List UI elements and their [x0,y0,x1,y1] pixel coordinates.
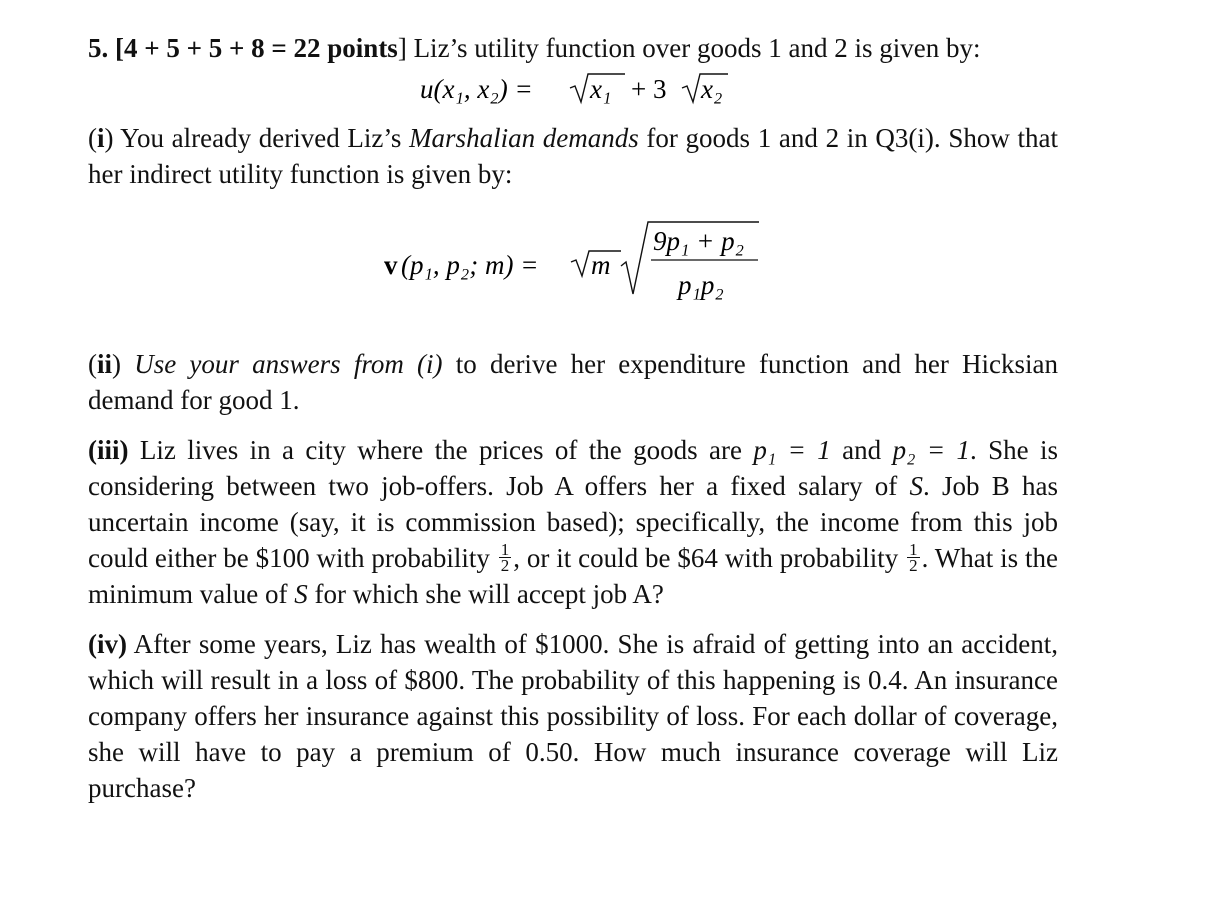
part-iii-text3: . Job B has uncertain income (say, it is commission based); specifically, the income from this job could either be $100 with probability [88,471,1058,573]
part-iv [88,626,1058,806]
part-ii [88,346,1058,418]
question-page [88,30,1058,806]
part-ii-paren-open: ( [88,349,97,379]
part-i-label: i [97,123,105,153]
part-iii-text4: , or it could be $64 with probability [513,543,906,573]
salary-S-2: S [294,579,308,610]
price-p2: p₂ = 1 [892,435,970,465]
utility-lhs: u(x₁, x₂) = [420,74,533,104]
part-iii-and: and [830,435,893,465]
half-den-1: 2 [500,556,510,576]
fraction-numerator: 9p₁ + p₂ [653,226,744,256]
fraction-denominator: p₁p₂ [678,270,724,300]
intro-text: ] Liz’s utility function over goods 1 and 2 is given by: [397,33,981,63]
half-fraction-2 [907,540,920,576]
part-iii [88,432,1058,612]
salary-S: S [909,471,923,501]
part-i-text-before: You already derived Liz’s [113,123,410,153]
utility-equation [88,68,1058,108]
problem-intro [88,30,1058,66]
problem-number: 5. [88,33,109,63]
part-iii-text2: . She is considering between two job-offers. Job A offers her a fixed salary of [88,435,1058,501]
part-iv-label: (iv) [88,629,127,660]
part-iv-text: After some years, Liz has wealth of $1000. She is afraid of getting into an accident, which will result in a loss of $800. The probability of this happening is 0.4. An insurance company offers her insurance against this possibility of loss. For each dollar of coverage, she will have to pay a premium of 0.50. How much insurance coverage will Liz purchase? [88,629,1058,804]
utility-plus3: + 3 [631,74,667,104]
v-args: (p₁, p₂; m) = [401,250,539,280]
part-ii-emphasis: Use your answers from (i) [121,349,443,379]
part-i [88,120,1058,192]
half-den-2: 2 [909,556,918,576]
part-i-text-after: for goods 1 and 2 in Q3(i). Show that her indirect utility function is given by: [88,123,1058,189]
part-iii-text1: Liz lives in a city where the prices of the goods are [128,435,754,465]
part-i-paren-close: ) [104,123,114,153]
part-ii-label: ii [97,349,113,379]
indirect-utility-equation [88,214,1058,324]
part-ii-text: to derive her expenditure function and her Hicksian demand for good 1. [88,349,1058,415]
utility-term2: x₂ [701,74,723,104]
part-iii-label: (iii) [88,435,129,465]
part-i-paren-open: ( [88,123,97,153]
v-symbol: v [384,250,398,280]
part-iii-text6: for which she will accept job A? [307,579,664,610]
price-p1: p₁ = 1 [753,435,831,465]
part-iii-text5: . What is the minimum value of [88,543,1058,610]
utility-term1: x₁ [590,74,612,104]
points-breakdown: [4 + 5 + 5 + 8 = 22 points [115,33,398,63]
v-m: m [591,250,611,280]
part-i-emphasis: Marshalian demands [409,123,639,153]
half-num-2: 1 [909,540,918,560]
half-fraction-1 [499,540,512,576]
half-num-1: 1 [500,540,510,560]
part-ii-paren-close: ) [112,349,122,379]
